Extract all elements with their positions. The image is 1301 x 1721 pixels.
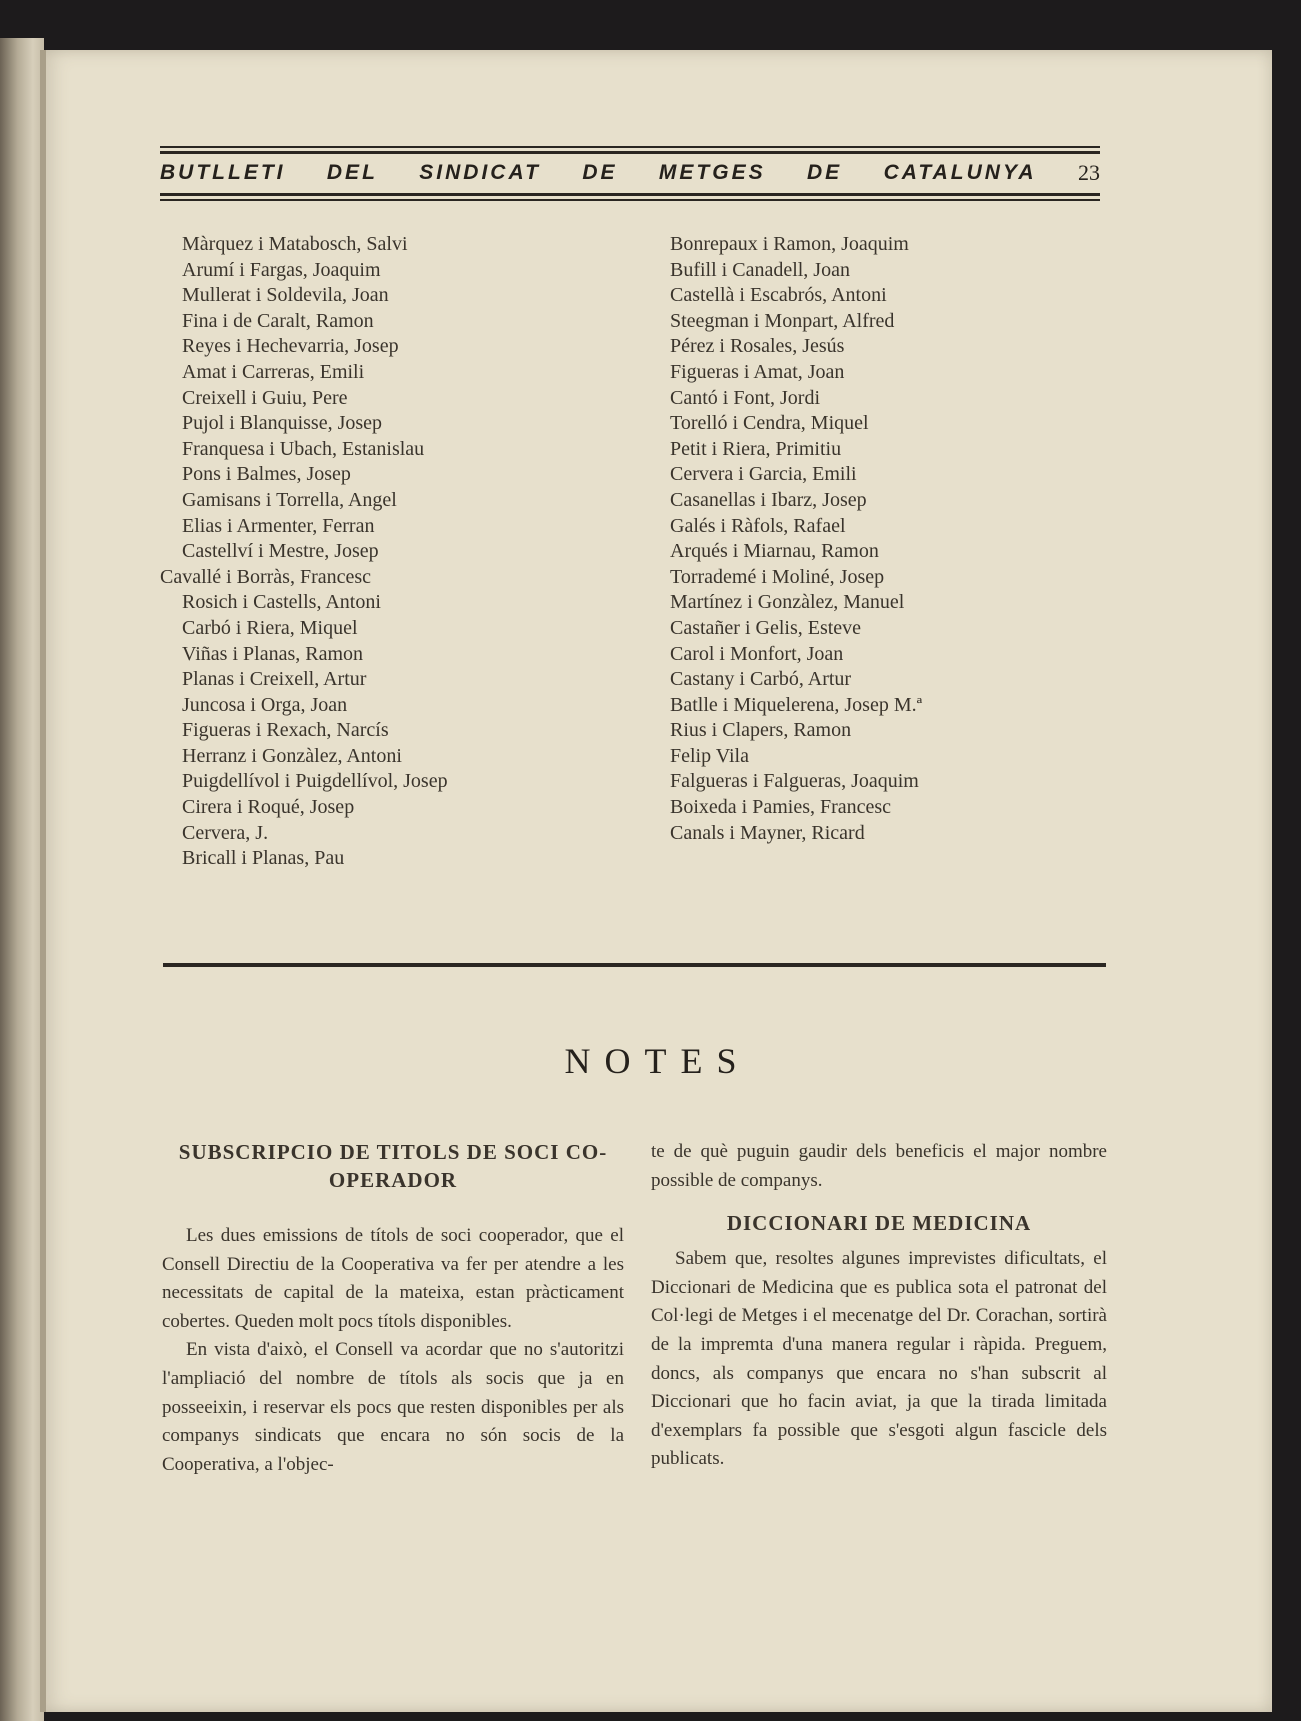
list-item: Arqués i Miarnau, Ramon: [670, 540, 879, 563]
list-item: Creixell i Guiu, Pere: [182, 386, 348, 409]
list-item: Figueras i Amat, Joan: [670, 360, 845, 383]
header-word: DE: [807, 161, 843, 184]
notes-title: NOTES: [564, 1041, 751, 1081]
list-item: Màrquez i Matabosch, Salvi: [182, 233, 408, 255]
list-item: Amat i Carreras, Emili: [182, 360, 365, 383]
member-list-left: [160, 232, 622, 872]
header-rule-top: [160, 146, 1100, 148]
paragraph: Les dues emissions de títols de soci cooperador, que el Consell Directiu de la Cooperativa va fer per atendre a les necessitats de capital de la mateixa, estan pràcticament cobertes. Queden molt pocs títols disponibles.: [162, 1225, 624, 1332]
list-item: Steegman i Monpart, Alfred: [670, 309, 895, 332]
list-item: Pons i Balmes, Josep: [182, 463, 351, 486]
list-item: Elias i Armenter, Ferran: [182, 514, 375, 537]
list-item: Boixeda i Pamies, Francesc: [670, 796, 892, 819]
header-rule-bottom-2: [160, 199, 1100, 201]
list-item: Arumí i Fargas, Joaquim: [182, 258, 381, 281]
notes-column-right: [651, 1138, 1107, 1474]
list-item: Franquesa i Ubach, Estanislau: [182, 437, 425, 460]
list-item: Herranz i Gonzàlez, Antoni: [182, 744, 402, 767]
list-item: Castañer i Gelis, Esteve: [670, 616, 862, 639]
list-item: Batlle i Miquelerena, Josep M.ª: [670, 693, 923, 716]
page-binding-shadow: [40, 50, 46, 1712]
paragraph-continued: te de què puguin gaudir dels beneficis el major nombre possible de companys.: [651, 1141, 1107, 1191]
list-item: Fina i de Caralt, Ramon: [182, 309, 374, 332]
list-item: Mullerat i Soldevila, Joan: [182, 284, 389, 307]
list-item: Figueras i Rexach, Narcís: [182, 719, 389, 742]
list-item: Cantó i Font, Jordi: [670, 386, 821, 409]
header-word: BUTLLETI: [160, 161, 286, 184]
list-item: Castellà i Escabrós, Antoni: [670, 284, 887, 307]
adjacent-page-edge: [0, 38, 44, 1721]
header-word: SINDICAT: [419, 161, 541, 184]
list-item: Viñas i Planas, Ramon: [182, 642, 364, 665]
section-heading-diccionari: DICCIONARI DE MEDICINA: [726, 1211, 1032, 1236]
header-rule-top-2: [160, 151, 1100, 154]
list-item: Reyes i Hechevarria, Josep: [182, 335, 399, 358]
list-item: Carol i Monfort, Joan: [670, 642, 844, 665]
list-item: Galés i Ràfols, Rafael: [670, 514, 846, 537]
list-item: Puigdellívol i Puigdellívol, Josep: [182, 770, 448, 793]
list-item: Carbó i Riera, Miquel: [182, 616, 358, 639]
list-item: Cirera i Roqué, Josep: [182, 796, 355, 819]
list-item: Torelló i Cendra, Miquel: [670, 412, 869, 435]
list-item: Bufill i Canadell, Joan: [670, 258, 850, 281]
list-item: Martínez i Gonzàlez, Manuel: [670, 591, 905, 614]
section-divider: [163, 963, 1106, 967]
member-list-right: [670, 232, 1090, 846]
header-word: METGES: [658, 161, 766, 184]
list-item: Castany i Carbó, Artur: [670, 668, 852, 691]
list-item: Gamisans i Torrella, Angel: [182, 488, 397, 511]
list-item: Juncosa i Orga, Joan: [182, 693, 348, 716]
list-item: Casanellas i Ibarz, Josep: [670, 488, 867, 511]
list-item: Falgueras i Falgueras, Joaquim: [670, 770, 919, 793]
paragraph: En vista d'això, el Consell va acordar que no s'autoritzi l'ampliació del nombre de títols als socis que ja en posseeixin, i reservar els pocs que resten disponibles per als companys sindicats que encara no són socis de la Cooperativa, a l'objec-: [162, 1339, 624, 1475]
page-number: 23: [1077, 160, 1100, 185]
list-item: Torrademé i Moliné, Josep: [670, 565, 885, 588]
notes-column-left: [162, 1138, 624, 1479]
list-item: Canals i Mayner, Ricard: [670, 821, 865, 844]
section-heading-subscripcio: SUBSCRIPCIO DE TITOLS DE SOCI CO-OPERADOR: [178, 1140, 608, 1192]
list-item: Cervera, J.: [182, 821, 269, 844]
list-item: Pujol i Blanquisse, Josep: [182, 412, 383, 435]
list-item: Petit i Riera, Primitiu: [670, 437, 842, 460]
list-item: Bonrepaux i Ramon, Joaquim: [670, 233, 909, 255]
list-item: Planas i Creixell, Artur: [182, 668, 367, 691]
list-item: Rius i Clapers, Ramon: [670, 719, 852, 742]
running-header: [160, 158, 1100, 188]
list-item: Cervera i Garcia, Emili: [670, 463, 857, 486]
list-item: Rosich i Castells, Antoni: [182, 591, 381, 614]
list-item: Cavallé i Borràs, Francesc: [160, 565, 372, 588]
list-item: Pérez i Rosales, Jesús: [670, 335, 845, 358]
list-item: Felip Vila: [670, 744, 749, 767]
list-item: Castellví i Mestre, Josep: [182, 540, 379, 563]
header-word: DE: [582, 161, 618, 184]
header-rule-bottom: [160, 193, 1100, 196]
header-word: CATALUNYA: [883, 161, 1037, 184]
paragraph: Sabem que, resoltes algunes imprevistes dificultats, el Diccionari de Medicina que es publica sota el patronat del Col·legi de Metges i el mecenatge del Dr. Corachan, sortirà de la impremta d'una manera regular i ràpida. Preguem, doncs, als companys que encara no s'han subscrit al Diccionari que ho facin aviat, ja que la tirada limitada d'exemplars fa possible que s'esgoti algun fascicle dels publicats.: [651, 1248, 1107, 1470]
header-word: DEL: [326, 161, 378, 184]
list-item: Bricall i Planas, Pau: [182, 847, 345, 870]
